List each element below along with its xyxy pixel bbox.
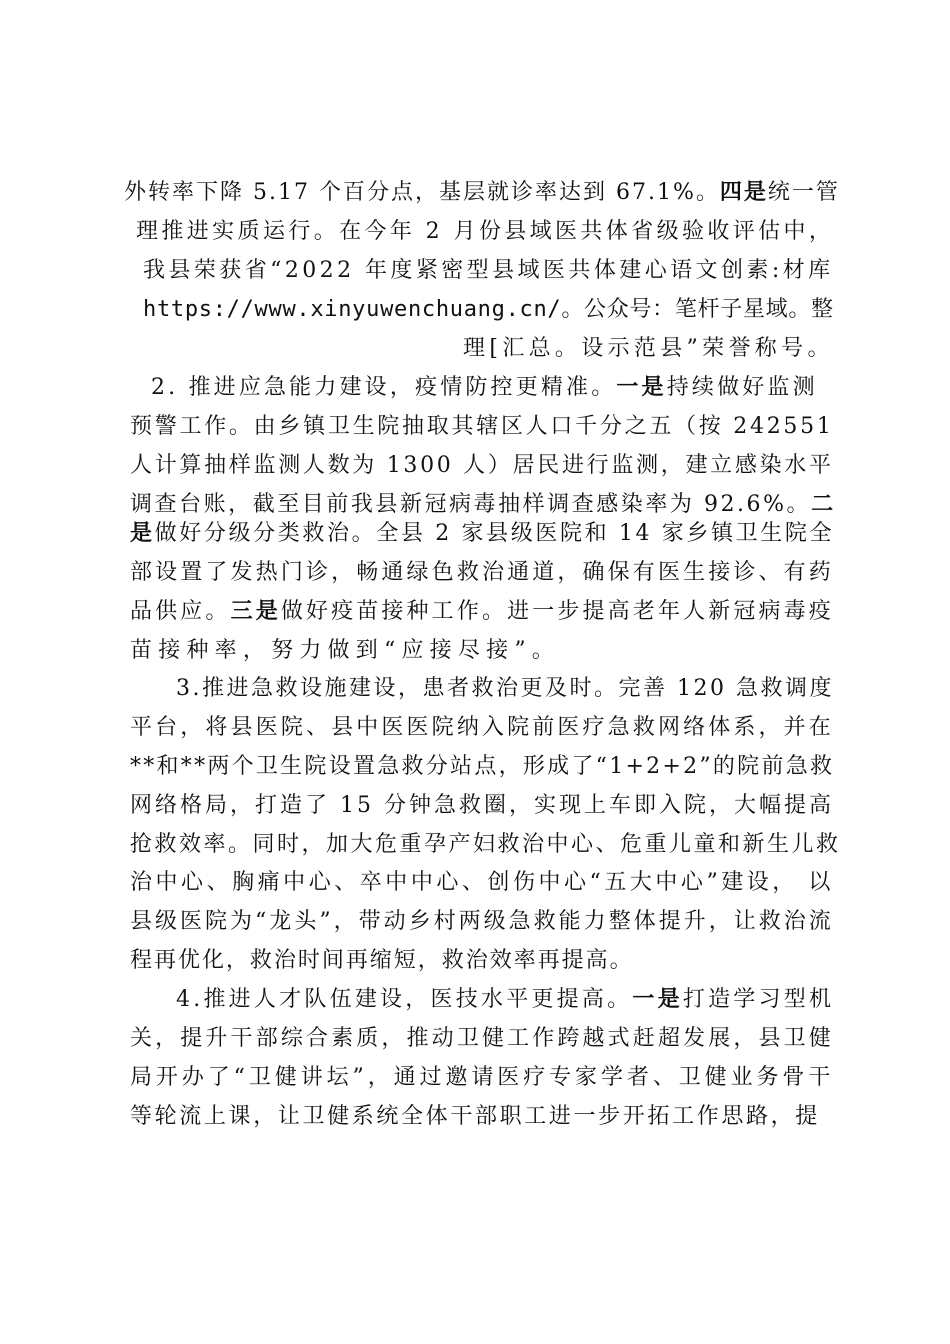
- text-line-23: [130, 1022, 834, 1056]
- bold-marker: 三是: [230, 599, 281, 624]
- text-line-7: [130, 410, 834, 444]
- bold-marker: 二: [811, 492, 836, 517]
- text-segment: 等轮流上课，让卫健系统全体干部职工进一步开拓工作思路，提: [130, 1104, 820, 1129]
- text-segment: 3.推进急救设施建设，患者救治更及时。完善 120 急救调度: [176, 676, 834, 701]
- text-segment: 外转率下降 5.17 个百分点，基层就诊率达到 67.1%。: [124, 180, 720, 205]
- text-line-10: [130, 517, 834, 551]
- text-segment: 苗接种率，努力做到“应接尽接”。: [130, 638, 561, 663]
- text-segment: 理推进实质运行。在今年 2 月份县域医共体省级验收评估中，: [136, 219, 835, 244]
- text-line-19: [130, 866, 834, 900]
- text-segment: 2. 推进应急能力建设，疫情防控更精准。: [151, 375, 617, 400]
- text-segment: 治中心、胸痛中心、卒中中心、创伤中心“五大中心”建设， 以: [130, 870, 834, 895]
- text-line-5: [463, 332, 834, 366]
- text-line-8: [130, 449, 834, 483]
- text-segment: 县级医院为“龙头”，带动乡村两级急救能力整体提升，让救治流: [130, 909, 834, 934]
- text-segment: 程再优化，救治时间再缩短，救治效率再提高。: [130, 948, 634, 973]
- text-segment: 部设置了发热门诊，畅通绿色救治通道，确保有医生接诊、有药: [130, 560, 834, 585]
- text-segment: 统一管: [767, 180, 840, 205]
- text-segment: 打造学习型机: [682, 987, 835, 1012]
- bold-marker: 四是: [719, 180, 768, 205]
- text-segment: 品供应。: [130, 599, 231, 624]
- bold-marker: 是: [130, 521, 155, 546]
- text-segment: **和**两个卫生院设置急救分站点，形成了“1+2+2”的院前急救: [130, 754, 835, 779]
- text-line-22: [176, 983, 834, 1017]
- text-line-13: [130, 634, 560, 668]
- text-segment: 抢救效率。同时，加大危重孕产妇救治中心、危重儿童和新生儿救: [130, 832, 841, 857]
- text-line-21: [130, 944, 634, 978]
- text-line-14: [176, 672, 834, 706]
- text-line-20: [130, 905, 834, 939]
- text-line-2: [136, 215, 834, 249]
- text-line-11: [130, 556, 834, 590]
- text-segment: 关，提升干部综合素质，推动卫健工作跨越式赶超发展，县卫健: [130, 1026, 834, 1051]
- text-segment: 调查台账，截至目前我县新冠病毒抽样调查感染率为 92.6%。: [130, 492, 812, 517]
- text-line-24: [130, 1061, 834, 1095]
- text-segment: 网络格局，打造了 15 分钟急救圈，实现上车即入院，大幅提高: [130, 793, 834, 818]
- text-line-12: [130, 595, 834, 629]
- text-line-17: [130, 789, 834, 823]
- text-line-25: [130, 1100, 820, 1134]
- text-line-3: [143, 254, 834, 288]
- text-segment: 我县荣获省“2022 年度紧密型县域医共体建心语文创素:材库: [143, 258, 834, 283]
- text-segment: https://www.xinyuwenchuang.cn/。公众号：笔杆子星域。整: [143, 297, 834, 322]
- text-line-1: [124, 176, 840, 210]
- text-segment: 做好疫苗接种工作。进一步提高老年人新冠病毒疫: [280, 599, 834, 624]
- text-segment: 做好分级分类救治。全县 2 家县级医院和 14 家乡镇卫生院全: [154, 521, 835, 546]
- text-segment: 持续做好监测: [666, 375, 818, 400]
- bold-marker: 一是: [632, 987, 683, 1012]
- text-segment: 平台，将县医院、县中医医院纳入院前医疗急救网络体系，并在: [130, 715, 834, 740]
- text-line-15: [130, 711, 834, 745]
- text-segment: 局开办了“卫健讲坛”，通过邀请医疗专家学者、卫健业务骨干: [130, 1065, 835, 1090]
- text-segment: 4.推进人才队伍建设，医技水平更提高。: [176, 987, 633, 1012]
- bold-marker: 一是: [616, 375, 667, 400]
- text-segment: 理[汇总。设示范县”荣誉称号。: [463, 336, 834, 361]
- text-line-16: [130, 750, 834, 784]
- text-segment: 预警工作。由乡镇卫生院抽取其辖区人口千分之五（按 242551: [130, 414, 834, 439]
- text-line-4: [143, 293, 834, 327]
- text-line-18: [130, 828, 841, 862]
- text-segment: 人计算抽样监测人数为 1300 人）居民进行监测，建立感染水平: [130, 453, 834, 478]
- text-line-6: [151, 371, 818, 405]
